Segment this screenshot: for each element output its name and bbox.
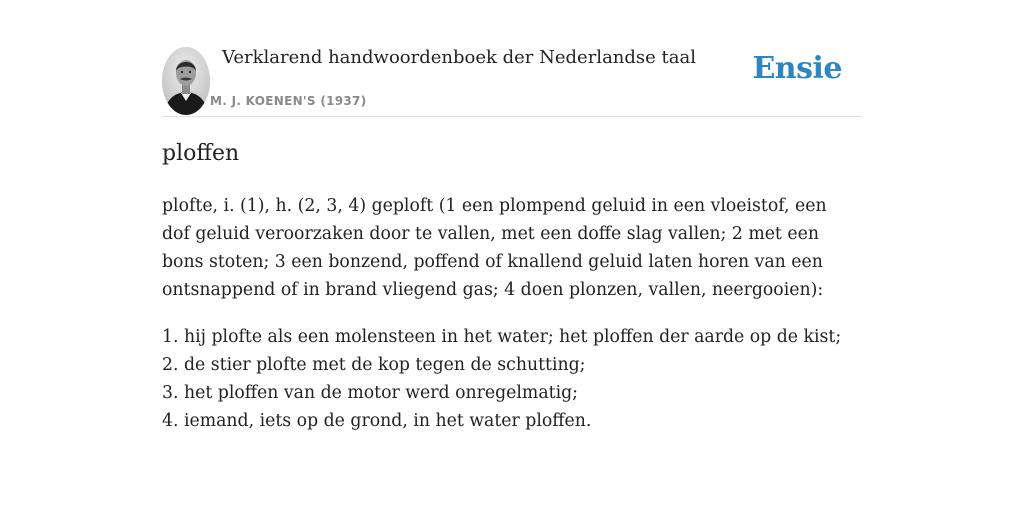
entry-definition: plofte, i. (1), h. (2, 3, 4) geploft (1 een plompend geluid in een vloeistof, een dof geluid veroorzaken door te vallen, met een doffe slag vallen; 2 met een bons stoten; 3 een bonzend, poffend of knallend geluid laten horen van een ontsnappend of in brand vliegend gas; 4 doen plonzen, vallen, neergooien): <box>162 196 827 300</box>
entry-examples <box>162 323 852 435</box>
entry-headword: ploffen <box>162 141 240 166</box>
author-portrait <box>162 47 210 115</box>
dictionary-title: Verklarend handwoordenboek der Nederlandse taal <box>222 47 696 68</box>
dictionary-subtitle: M. J. KOENEN'S (1937) <box>210 94 367 108</box>
portrait-image <box>162 47 210 115</box>
example-item: 1. hij plofte als een molensteen in het water; het ploffen der aarde op de kist; <box>162 327 842 347</box>
page-container <box>162 0 862 431</box>
example-item: 3. het ploffen van de motor werd onregelmatig; <box>162 383 578 403</box>
example-item: 4. iemand, iets op de grond, in het water ploffen. <box>162 411 592 431</box>
dictionary-header <box>162 0 862 117</box>
ensie-logo-link[interactable]: Ensie <box>752 51 842 86</box>
example-item: 2. de stier plofte met de kop tegen de schutting; <box>162 355 586 375</box>
